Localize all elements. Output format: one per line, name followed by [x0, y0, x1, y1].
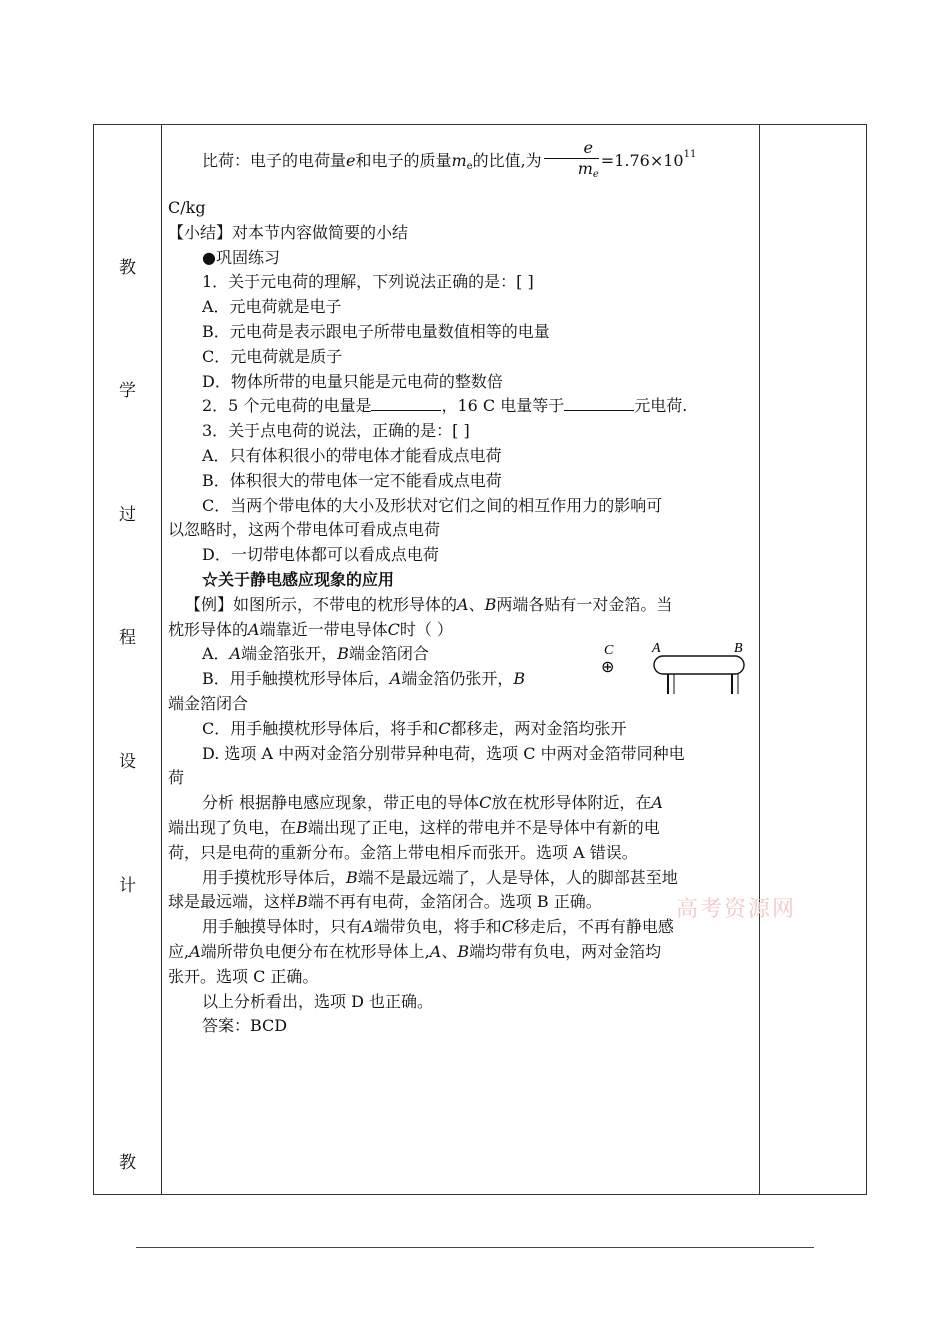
practice-heading: ●巩固练习 [202, 247, 280, 267]
option: B．用手触摸枕形导体后，A端金箔仍张开，B [202, 669, 526, 689]
option-continued: 端金箔闭合 [168, 693, 249, 713]
specific-charge-line: 比荷：电子的电荷量e和电子的质量$m_e$的比值,为 $\frac{e}{m_e}$ $=1.76\times 10^{11}$ [168, 136, 755, 196]
sidebar-char: 计 [119, 876, 136, 896]
answer-blank [564, 394, 634, 411]
analysis-line: 用手触摸导体时，只有A端带负电，将手和C移走后，不再有静电感 [202, 917, 674, 937]
lesson-content [168, 136, 755, 1039]
option: C．当两个带电体的大小及形状对它们之间的相互作用力的影响可 [202, 495, 663, 515]
question-3: 3．关于点电荷的说法，正确的是：[ ] [202, 421, 470, 441]
plus-charge-icon: ⊕ [601, 657, 615, 676]
option: D．一切带电体都可以看成点电荷 [202, 545, 439, 565]
question-2: 2．5 个元电荷的电量是 ，16 C 电量等于 元电荷. [202, 396, 688, 416]
analysis-line: 荷，只是电荷的重新分布。金箔上带电相斥而张开。选项 A 错误。 [168, 842, 638, 862]
section-heading: ☆关于静电感应现象的应用 [202, 569, 395, 589]
fraction: $\frac{e}{m_e}$ [544, 138, 599, 185]
option: A．元电荷就是电子 [202, 297, 342, 317]
remarks-column [759, 125, 866, 1194]
figure-label-a: A [652, 641, 661, 656]
sidebar-char: 设 [119, 752, 136, 772]
sidebar-char: 教 [119, 1153, 136, 1173]
option: B．体积很大的带电体一定不能看成点电荷 [202, 470, 502, 490]
sidebar-char: 程 [119, 628, 136, 648]
sidebar-char: 过 [119, 505, 136, 525]
option: D．物体所带的电量只能是元电荷的整数倍 [202, 371, 503, 391]
sidebar-char: 教 [119, 258, 136, 278]
option: B．元电荷是表示跟电子所带电量数值相等的电量 [202, 321, 550, 341]
footer-rule [136, 1247, 814, 1248]
option-continued: 以忽略时，这两个带电体可看成点电荷 [168, 520, 441, 540]
analysis-line: 分析 根据静电感应现象，带正电的导体C放在枕形导体附近，在A [202, 793, 663, 813]
answer-line: 答案：BCD [202, 1016, 288, 1036]
question-1: 1．关于元电荷的理解，下列说法正确的是：[ ] [202, 272, 534, 292]
pillow-conductor-shape [654, 656, 744, 674]
option: D. 选项 A 中两对金箔分别带异种电荷，选项 C 中两对金箔带同种电 [202, 743, 685, 763]
sidebar-column [94, 125, 162, 1194]
analysis-line: 以上分析看出，选项 D 也正确。 [202, 991, 434, 1011]
option-continued: 荷 [168, 768, 185, 788]
analysis-line: 应,A端所带负电便分布在枕形导体上,A、B端均带有负电，两对金箔均 [168, 941, 662, 961]
answer-blank [371, 394, 441, 411]
pillow-conductor-figure [598, 638, 758, 698]
analysis-line: 用手摸枕形导体后，B端不是最远端了，人是导体，人的脚部甚至地 [202, 867, 678, 887]
analysis-line: 张开。选项 C 正确。 [168, 966, 319, 986]
example-line: 枕形导体的A端靠近一带电导体C时（ ） [168, 619, 453, 639]
analysis-line: 球是最远端，这样B端不再有电荷，金箔闭合。选项 B 正确。 [168, 892, 602, 912]
option: A．A端金箔张开，B端金箔闭合 [202, 644, 429, 664]
sidebar-char: 学 [119, 381, 136, 401]
summary-line: 【小结】对本节内容做简要的小结 [168, 222, 409, 242]
example-line: 【例】如图所示，不带电的枕形导体的A、B两端各贴有一对金箔。当 [185, 594, 673, 614]
figure-label-c: C [604, 643, 614, 658]
watermark: 高考资源网 [676, 897, 797, 922]
figure-label-b: B [734, 641, 743, 656]
option: A．只有体积很小的带电体才能看成点电荷 [202, 445, 502, 465]
analysis-line: 端出现了负电，在B端出现了正电，这样的带电并不是导体中有新的电 [168, 817, 660, 837]
option: C．元电荷就是质子 [202, 346, 343, 366]
unit-line: C/kg [168, 198, 206, 217]
option: C．用手触摸枕形导体后，将手和C都移走，两对金箔均张开 [202, 718, 627, 738]
